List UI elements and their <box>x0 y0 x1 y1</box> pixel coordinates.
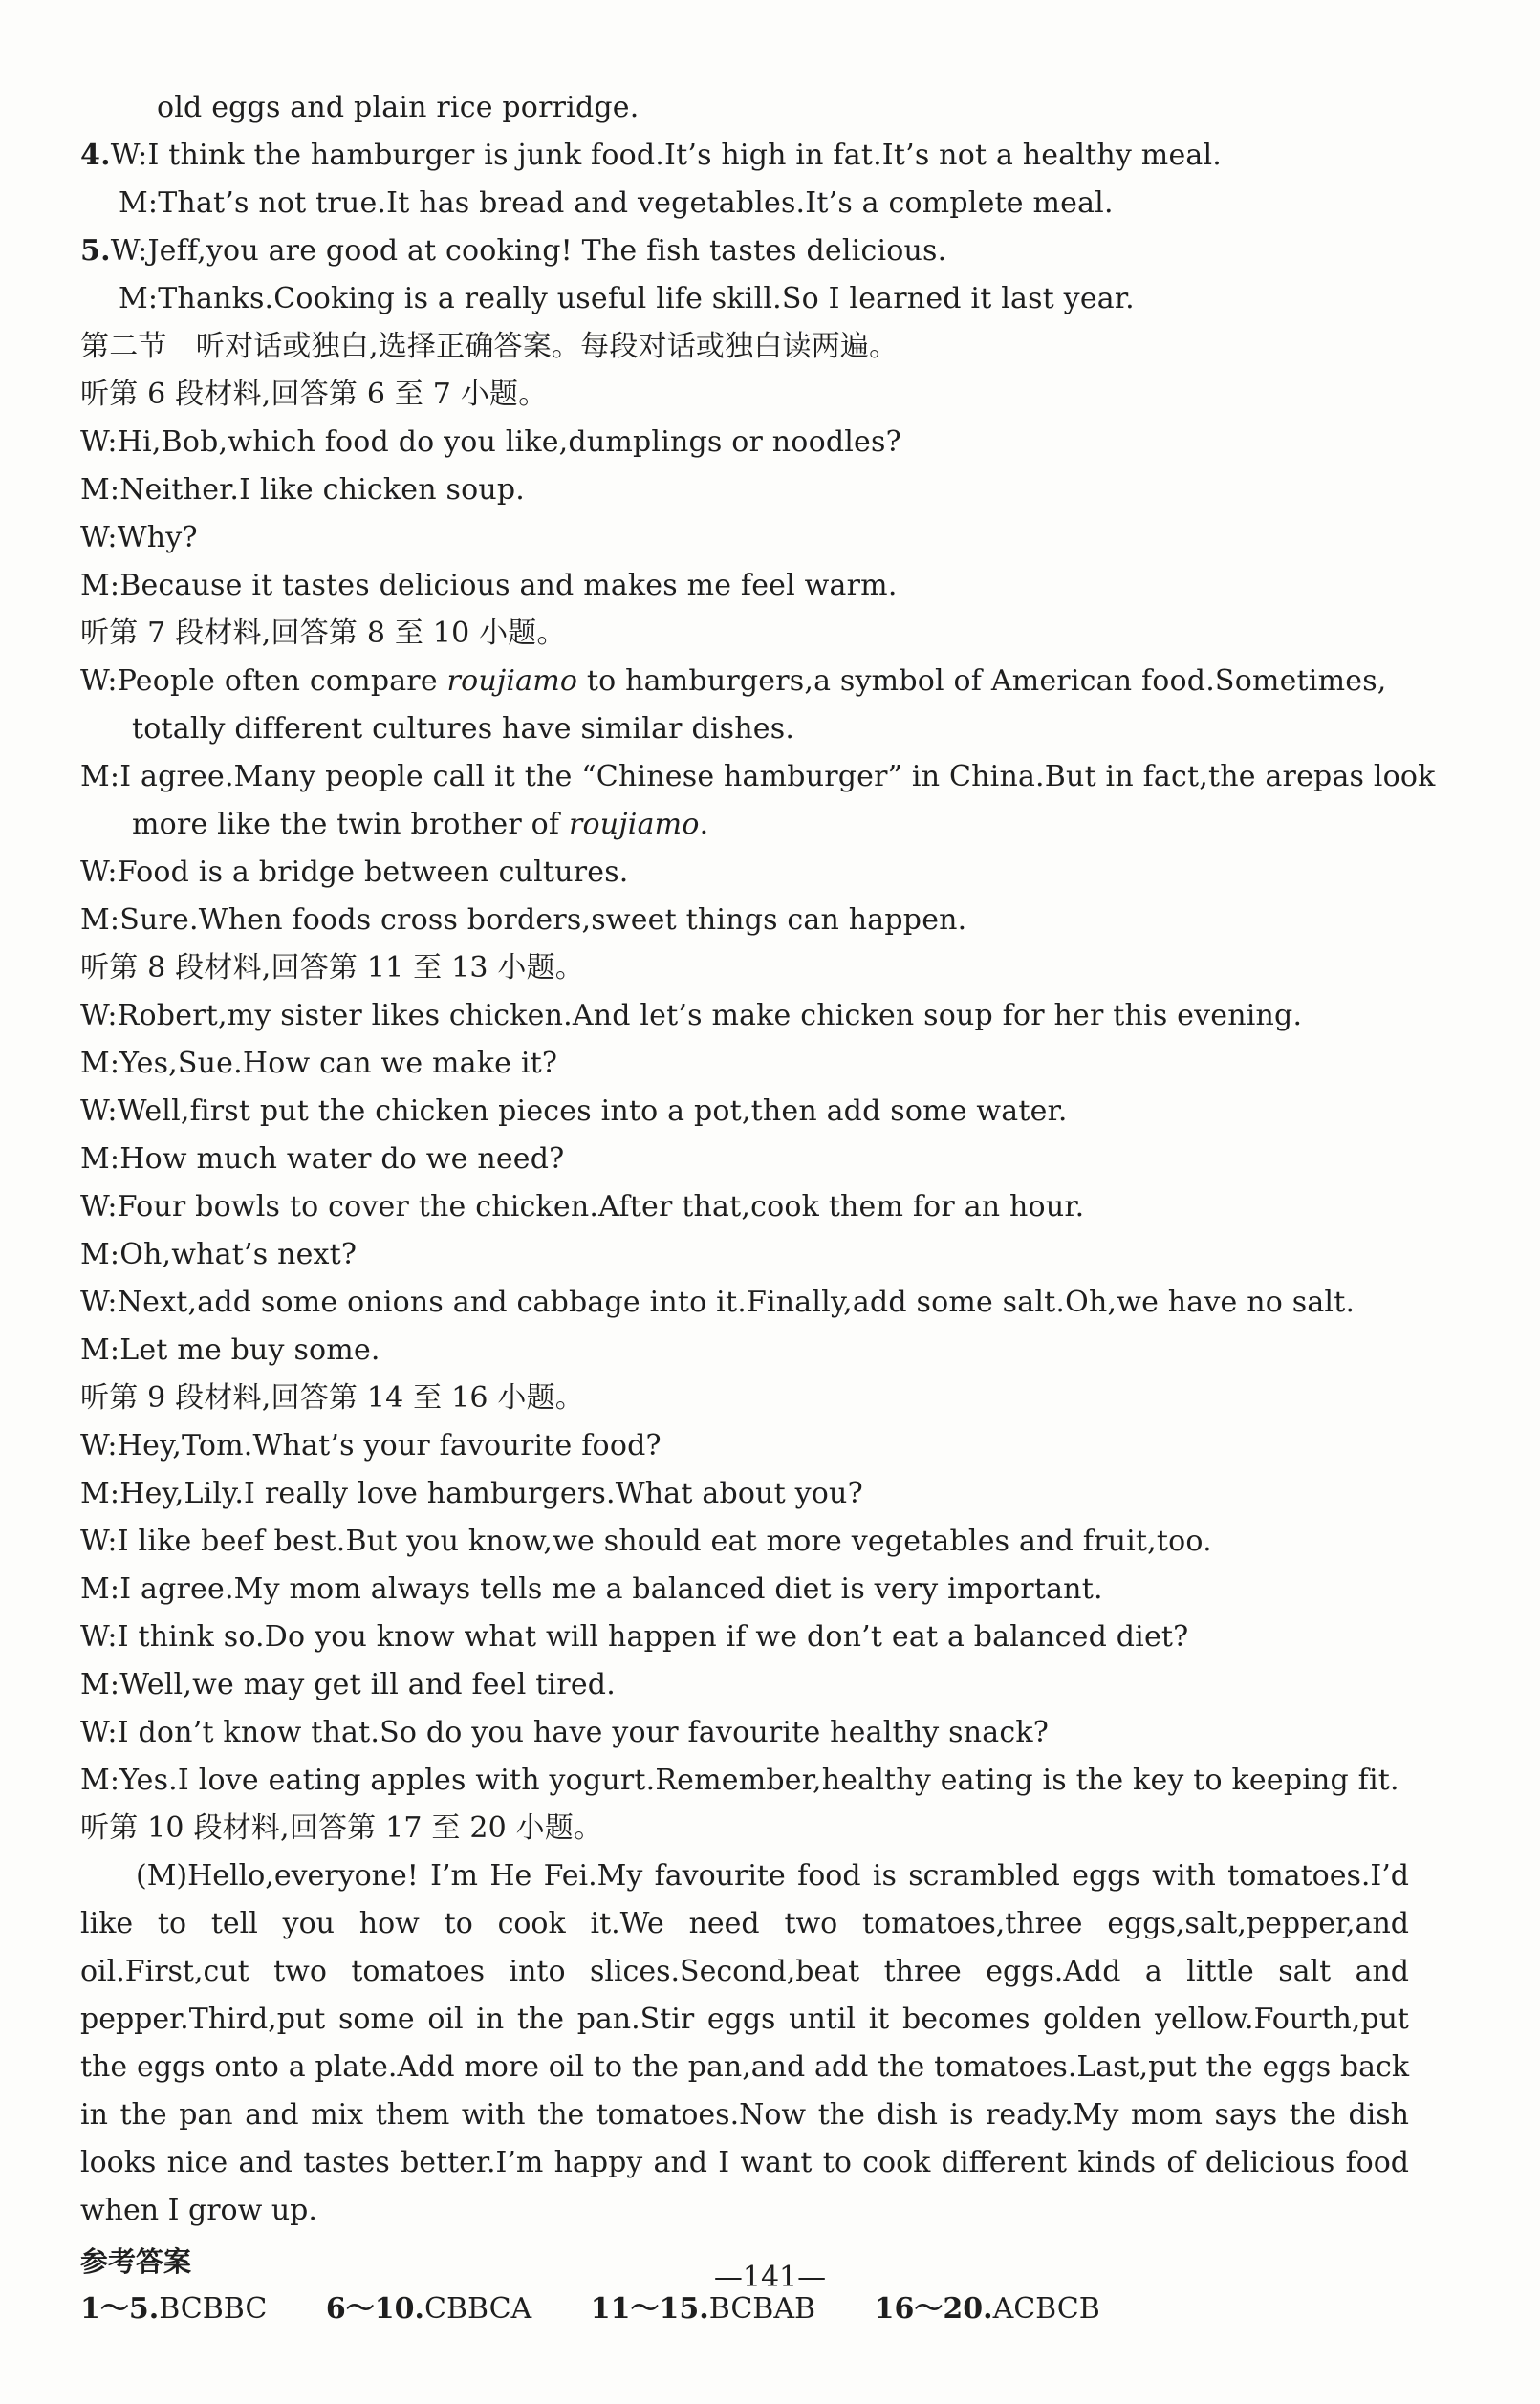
dialogue-line: M:Oh,what’s next? <box>80 1238 358 1271</box>
text-line: M:That’s not true.It has bread and vegetables.It’s a complete meal. <box>119 186 1114 220</box>
dialogue-line: M:I agree.My mom always tells me a balanced diet is very important. <box>80 1572 1103 1606</box>
dialogue-line: W:Next,add some onions and cabbage into it.Finally,add some salt.Oh,we have no salt. <box>80 1286 1356 1319</box>
material-10-heading: 听第 10 段材料,回答第 17 至 20 小题。 <box>80 1811 603 1845</box>
dialogue-text: W:I think the hamburger is junk food.It’s high in fat.It’s not a healthy meal. <box>110 139 1223 172</box>
material-9-heading: 听第 9 段材料,回答第 14 至 16 小题。 <box>80 1381 584 1415</box>
document-body <box>80 84 1466 2334</box>
dialogue-line: M:Well,we may get ill and feel tired. <box>80 1668 616 1701</box>
dialogue-line: M:Sure.When foods cross borders,sweet things can happen. <box>80 903 967 937</box>
answer-values: BCBAB <box>708 2292 816 2326</box>
material-8-heading: 听第 8 段材料,回答第 11 至 13 小题。 <box>80 951 584 985</box>
question-number: 4. <box>80 139 111 172</box>
dialogue-line: W:Well,first put the chicken pieces into a pot,then add some water. <box>80 1094 1068 1128</box>
answer-group <box>80 2292 267 2326</box>
answer-group <box>875 2292 1100 2326</box>
question-4-line <box>80 132 1466 180</box>
material-6-heading: 听第 6 段材料,回答第 6 至 7 小题。 <box>80 378 548 411</box>
dialogue-line: M:Neither.I like chicken soup. <box>80 473 526 507</box>
question-5-line <box>80 227 1466 275</box>
dialogue-line-continuation: totally different cultures have similar dishes. <box>132 712 795 746</box>
text-line: old eggs and plain rice porridge. <box>157 91 640 124</box>
text-segment: more like the twin brother of <box>132 808 569 841</box>
answer-values: BCBBC <box>159 2292 268 2326</box>
dialogue-line: M:I agree.Many people call it the “Chinese hamburger” in China.But in fact,the arepas look <box>80 760 1436 793</box>
dialogue-line <box>80 658 1466 705</box>
text-segment: . <box>699 808 709 841</box>
dialogue-line: W:Food is a bridge between cultures. <box>80 855 629 889</box>
dialogue-line: W:Four bowls to cover the chicken.After that,cook them for an hour. <box>80 1190 1085 1224</box>
italic-term: roujiamo <box>568 808 700 841</box>
monologue-paragraph: (M)Hello,everyone! I’m He Fei.My favourite food is scrambled eggs with tomatoes.I’d like to tell you how to cook it.We need two tomatoes,three eggs,salt,pepper,and oil.First,cut two tomatoes into slices.Second,beat three eggs.Add a little salt and pepper.Third,put some oil in the pan.Stir eggs until it becomes golden yellow.Fourth,put the eggs onto a plate.Add more oil to the pan,and add the tomatoes.Last,put the eggs back in the pan and mix them with the tomatoes.Now the dish is ready.My mom says the dish looks nice and tastes better.I’m happy and I want to cook different kinds of delicious food when I grow up. <box>80 1859 1409 2227</box>
dialogue-line: M:Yes.I love eating apples with yogurt.Remember,healthy eating is the key to keeping fit. <box>80 1764 1399 1797</box>
dialogue-line: M:Because it tastes delicious and makes me feel warm. <box>80 569 898 602</box>
text-line: M:Thanks.Cooking is a really useful life skill.So I learned it last year. <box>119 282 1135 315</box>
material-7-heading: 听第 7 段材料,回答第 8 至 10 小题。 <box>80 617 566 650</box>
answer-range: 11～15. <box>590 2292 709 2326</box>
dialogue-line: M:Yes,Sue.How can we make it? <box>80 1047 558 1080</box>
dialogue-line: W:I like beef best.But you know,we should eat more vegetables and fruit,too. <box>80 1525 1212 1558</box>
answer-group <box>326 2292 531 2326</box>
dialogue-line: W:Hi,Bob,which food do you like,dumplings or noodles? <box>80 425 901 459</box>
text-segment: W:People often compare <box>80 664 447 698</box>
dialogue-line: W:Why? <box>80 521 198 554</box>
dialogue-line: W:Robert,my sister likes chicken.And let’s make chicken soup for her this evening. <box>80 999 1303 1032</box>
italic-term: roujiamo <box>446 664 578 698</box>
answers-title: 参考答案 <box>80 2245 192 2278</box>
answer-group <box>591 2292 815 2326</box>
answer-values: ACBCB <box>992 2292 1100 2326</box>
dialogue-line-continuation <box>80 801 1466 849</box>
answer-values: CBBCA <box>424 2292 532 2326</box>
page-number: —141— <box>713 2261 827 2294</box>
dialogue-line: W:Hey,Tom.What’s your favourite food? <box>80 1429 662 1462</box>
answer-range: 16～20. <box>874 2292 993 2326</box>
dialogue-line: W:I think so.Do you know what will happen if we don’t eat a balanced diet? <box>80 1620 1189 1654</box>
answer-range: 6～10. <box>325 2292 424 2326</box>
dialogue-line: M:Let me buy some. <box>80 1333 380 1367</box>
dialogue-line: M:Hey,Lily.I really love hamburgers.What about you? <box>80 1477 863 1510</box>
question-number: 5. <box>80 234 111 268</box>
dialogue-line: M:How much water do we need? <box>80 1142 565 1176</box>
text-segment: to hamburgers,a symbol of American food.Sometimes, <box>577 664 1387 698</box>
answer-range: 1～5. <box>80 2292 160 2326</box>
dialogue-text: W:Jeff,you are good at cooking! The fish tastes delicious. <box>110 234 947 268</box>
dialogue-line: W:I don’t know that.So do you have your favourite healthy snack? <box>80 1716 1050 1749</box>
section-heading: 第二节 听对话或独白,选择正确答案。每段对话或独白读两遍。 <box>80 330 899 363</box>
